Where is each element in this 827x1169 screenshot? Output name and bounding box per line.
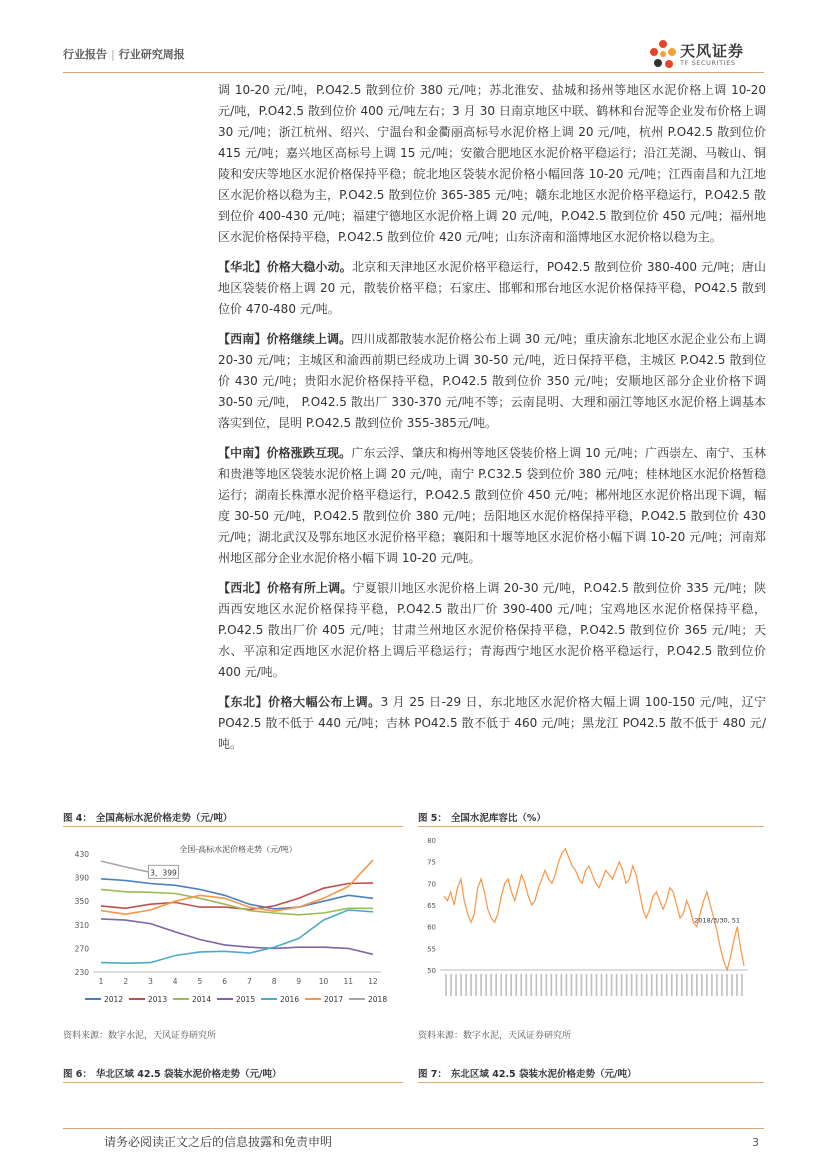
x-tick-mark: [500, 974, 502, 996]
paragraph-north: [218, 257, 766, 320]
x-tick-mark: [445, 974, 447, 996]
x-tick-mark: [530, 974, 532, 996]
y-tick-label: 310: [74, 920, 89, 930]
region-tag: 【西南】价格继续上调。: [218, 332, 352, 346]
legend-label: 2012: [104, 995, 124, 1004]
x-tick-mark: [691, 974, 693, 996]
x-tick-label: 12: [368, 977, 378, 986]
logo-name-en: TF SECURITIES: [680, 59, 736, 67]
region-tag: 【中南】价格涨跌互现。: [218, 446, 352, 460]
figure-caption: 东北区域 42.5 袋装水泥价格走势（元/吨）: [450, 1069, 637, 1080]
x-tick-mark: [646, 974, 648, 996]
x-tick-mark: [676, 974, 678, 996]
x-tick-mark: [495, 974, 497, 996]
x-tick-mark: [546, 974, 548, 996]
x-tick-mark: [551, 974, 553, 996]
x-tick-mark: [656, 974, 658, 996]
region-tag: 【东北】价格大幅公布上调。: [218, 695, 381, 709]
y-tick-label: 50: [427, 967, 436, 975]
body-text: [218, 80, 766, 764]
x-tick-mark: [596, 974, 598, 996]
x-tick-label: 8: [271, 977, 277, 986]
figure-5-rule: [418, 826, 764, 827]
paragraph-northeast: [218, 692, 766, 755]
series-line-2015: [101, 919, 373, 954]
x-tick-mark: [611, 974, 613, 996]
page-number: 3: [752, 1136, 759, 1149]
x-tick-mark: [606, 974, 608, 996]
x-tick-mark: [686, 974, 688, 996]
header-subcategory: 行业研究周报: [118, 48, 185, 61]
legend-label: 2013: [148, 995, 168, 1004]
x-tick-mark: [525, 974, 527, 996]
x-tick-label: 6: [222, 977, 228, 986]
legend-label: 2016: [280, 995, 300, 1004]
x-tick-mark: [541, 974, 543, 996]
y-tick-label: 75: [427, 858, 436, 867]
x-tick-mark: [510, 974, 512, 996]
figure-4-title: [63, 810, 232, 824]
paragraph-text: 北京和天津地区水泥价格平稳运行，PO42.5 散到位价 380-400 元/吨；唐山地区袋装价格上调 20 元，散装价格平稳；石家庄、邯郸和邢台地区水泥价格保持平稳，PO42.5 散到位价 470-480 元/吨。: [218, 260, 766, 316]
logo-mark-icon: [648, 38, 678, 72]
paragraph-central-south: [218, 443, 766, 569]
figure-7-title: [418, 1066, 636, 1080]
x-tick-mark: [571, 974, 573, 996]
x-tick-mark: [450, 974, 452, 996]
x-tick-mark: [515, 974, 517, 996]
x-tick-mark: [681, 974, 683, 996]
header-separator: |: [111, 48, 115, 61]
y-tick-label: 80: [427, 837, 436, 845]
legend-label: 2014: [192, 995, 212, 1004]
x-tick-mark: [586, 974, 588, 996]
figure-4-source: 资料来源：数字水泥，天风证券研究所: [63, 1031, 217, 1041]
paragraph-east: [218, 80, 766, 248]
series-line-2013: [101, 883, 373, 910]
disclaimer-note: 请务必阅读正文之后的信息披露和免责申明: [104, 1135, 333, 1149]
x-tick-mark: [455, 974, 457, 996]
paragraph-text: 广东云浮、肇庆和梅州等地区袋装价格上调 10 元/吨；广西崇左、南宁、玉林和贵港等地区袋装水泥价格上调 20 元/吨，南宁 P.C32.5 袋到位价 380 元/吨；桂林地区水泥价格暂稳运行；湖南长株潭水泥价格平稳运行，P.O42.5 散到位价 450 元/吨；郴州地区水泥价格出现下调，幅度 30-50 元/吨，P.O42.5 散到位价 380 元/吨；岳阳地区水泥价格保持平稳，P.O42.5 散到位价 430 元/吨；湖北武汉及鄂东地区水泥价格平稳；襄阳和十堰等地区水泥价格小幅下调 10-20 元/吨；河南郑州地区部分企业水泥价格小幅下调 10-20 元/吨。: [218, 446, 766, 565]
x-tick-mark: [465, 974, 467, 996]
paragraph-text: 调 10-20 元/吨，P.O42.5 散到位价 380 元/吨；苏北淮安、盐城和扬州等地区水泥价格上调 10-20 元/吨，P.O42.5 散到位价 400 元/吨左右；3 月 30 日南京地区中联、鹤林和台泥等企业发布价格上调 30 元/吨；浙江杭州、绍兴、宁温台和金衢丽高标号水泥价格上调 20 元/吨，杭州 P.O42.5 散到位价 415 元/吨；嘉兴地区高标号上调 15 元/吨；安徽合肥地区水泥价格平稳运行；沿江芜湖、马鞍山、铜陵和安庆等地区水泥价格保持平稳；皖北地区袋装水泥价格小幅回落 10-20 元/吨；江西南昌和九江地区水泥价格以稳为主，P.O42.5 散到位价 365-385 元/吨；赣东北地区水泥价格平稳运行，P.O42.5 散到位价 400-430 元/吨；福建宁德地区水泥价格上调 20 元/吨，P.O42.5 散到位价 450 元/吨；福州地区水泥价格保持平稳，P.O42.5 散到位价 420 元/吨；山东济南和淄博地区水泥价格以稳为主。: [218, 83, 766, 244]
x-tick-label: 3: [148, 977, 153, 986]
x-tick-mark: [561, 974, 563, 996]
x-tick-mark: [470, 974, 472, 996]
y-tick-label: 55: [427, 945, 436, 954]
figure-7-rule: [418, 1082, 764, 1083]
x-tick-mark: [475, 974, 477, 996]
x-tick-mark: [701, 974, 703, 996]
chart-title: 全国-高标水泥价格走势（元/吨）: [179, 845, 297, 854]
logo-name-cn: 天风证券: [680, 42, 745, 60]
figure-6-title: [63, 1066, 281, 1080]
x-tick-mark: [661, 974, 663, 996]
y-tick-label: 65: [427, 902, 436, 910]
x-tick-label: 9: [296, 977, 302, 986]
y-tick-label: 230: [74, 968, 89, 977]
x-tick-label: 1: [98, 977, 104, 986]
x-tick-mark: [641, 974, 643, 996]
region-tag: 【西北】价格有所上调。: [218, 581, 353, 595]
header-category: 行业报告: [63, 48, 107, 61]
figure-number: 图 5：: [418, 813, 447, 824]
y-tick-label: 390: [74, 873, 89, 883]
x-tick-mark: [490, 974, 492, 996]
y-tick-label: 350: [74, 897, 89, 907]
legend-label: 2018: [368, 995, 388, 1004]
x-tick-label: 10: [318, 977, 329, 986]
x-tick-mark: [591, 974, 593, 996]
x-tick-mark: [726, 974, 728, 996]
x-tick-mark: [621, 974, 623, 996]
x-tick-mark: [505, 974, 507, 996]
x-tick-mark: [601, 974, 603, 996]
annotation-label: 3，399: [150, 868, 177, 878]
x-tick-mark: [636, 974, 638, 996]
header-rule: [63, 72, 764, 73]
figure-4-rule: [63, 826, 403, 827]
figure-number: 图 6：: [63, 1069, 92, 1080]
x-tick-mark: [711, 974, 713, 996]
paragraph-text: 四川成都散装水泥价格公布上调 30 元/吨；重庆渝东北地区水泥企业公布上调 20-30 元/吨；主城区和渝西前期已经成功上调 30-50 元/吨，近日保持平稳，主城区 P.O42.5 散到位价 430 元/吨；贵阳水泥价格保持平稳，P.O42.5 散到位价 350 元/吨；安顺地区部分企业价格下调 30-50 元/吨， P.O42.5 散出厂 330-370 元/吨不等；云南昆明、大理和丽江等地区水泥价格上调基本落实到位，昆明 P.O42.5 散到位价 355-385元/吨。: [218, 332, 766, 430]
figure-5-chart: [418, 830, 764, 1020]
paragraph-text: 宁夏银川地区水泥价格上调 20-30 元/吨，P.O42.5 散到位价 335 元/吨；陕西西安地区水泥价格保持平稳，P.O42.5 散出厂价 390-400 元/吨；宝鸡地区水泥价格保持平稳，P.O42.5 散出厂价 405 元/吨；甘肃兰州地区水泥价格保持平稳，P.O42.5 散到位价 365 元/吨；天水、平凉和定西地区水泥价格上调后平稳运行；青海西宁地区水泥价格平稳运行，P.O42.5 散到位价 400 元/吨。: [218, 581, 766, 679]
x-tick-mark: [576, 974, 578, 996]
series-line-2016: [101, 910, 373, 963]
figure-5-title: [418, 810, 546, 824]
x-tick-mark: [581, 974, 583, 996]
x-tick-mark: [731, 974, 733, 996]
region-tag: 【华北】价格大稳小动。: [218, 260, 352, 274]
series-line-2018: [101, 861, 151, 872]
x-tick-mark: [626, 974, 628, 996]
paragraph-text: 3 月 25 日-29 日，东北地区水泥价格大幅上调 100-150 元/吨，辽宁 PO42.5 散不低于 440 元/吨；吉林 PO42.5 散不低于 460 元/吨；黑龙江 PO42.5 散不低于 480 元/吨。: [218, 695, 766, 751]
y-tick-label: 430: [74, 850, 89, 859]
x-tick-mark: [566, 974, 568, 996]
x-tick-label: 2: [123, 977, 129, 986]
x-tick-label: 11: [343, 977, 354, 986]
x-tick-label: 7: [246, 977, 252, 986]
x-tick-mark: [536, 974, 538, 996]
x-tick-mark: [706, 974, 708, 996]
x-tick-mark: [520, 974, 522, 996]
figure-5-source: 资料来源：数字水泥，天风证券研究所: [418, 1031, 572, 1041]
figure-6-rule: [63, 1082, 403, 1083]
x-tick-mark: [460, 974, 462, 996]
x-tick-label: 4: [172, 977, 178, 986]
figure-caption: 华北区域 42.5 袋装水泥价格走势（元/吨）: [95, 1069, 282, 1080]
figure-number: 图 7：: [418, 1069, 447, 1080]
legend-label: 2017: [324, 995, 344, 1004]
x-tick-mark: [716, 974, 718, 996]
figure-caption: 全国高标水泥价格走势（元/吨）: [95, 813, 233, 824]
figure-4-chart: [63, 830, 403, 1020]
x-tick-mark: [631, 974, 633, 996]
x-tick-mark: [741, 974, 743, 996]
y-tick-label: 60: [427, 923, 436, 932]
paragraph-northwest: [218, 578, 766, 683]
annotation-label: 2018/3/30, 51: [694, 916, 740, 925]
x-tick-mark: [480, 974, 482, 996]
x-tick-mark: [721, 974, 723, 996]
x-tick-mark: [651, 974, 653, 996]
x-tick-label: 5: [197, 977, 203, 986]
legend-label: 2015: [236, 995, 256, 1004]
x-tick-mark: [671, 974, 673, 996]
figure-caption: 全国水泥库容比（%）: [450, 813, 546, 824]
brand-logo: [648, 38, 768, 72]
paragraph-southwest: [218, 329, 766, 434]
x-tick-mark: [616, 974, 618, 996]
x-tick-mark: [736, 974, 738, 996]
x-tick-mark: [556, 974, 558, 996]
y-tick-label: 70: [427, 880, 436, 889]
y-tick-label: 270: [74, 944, 89, 954]
series-line-inventory: [444, 849, 744, 970]
x-tick-mark: [485, 974, 487, 996]
report-header: [63, 46, 185, 62]
x-tick-mark: [666, 974, 668, 996]
figure-number: 图 4：: [63, 813, 92, 824]
footer-rule: [63, 1128, 764, 1129]
x-tick-mark: [696, 974, 698, 996]
